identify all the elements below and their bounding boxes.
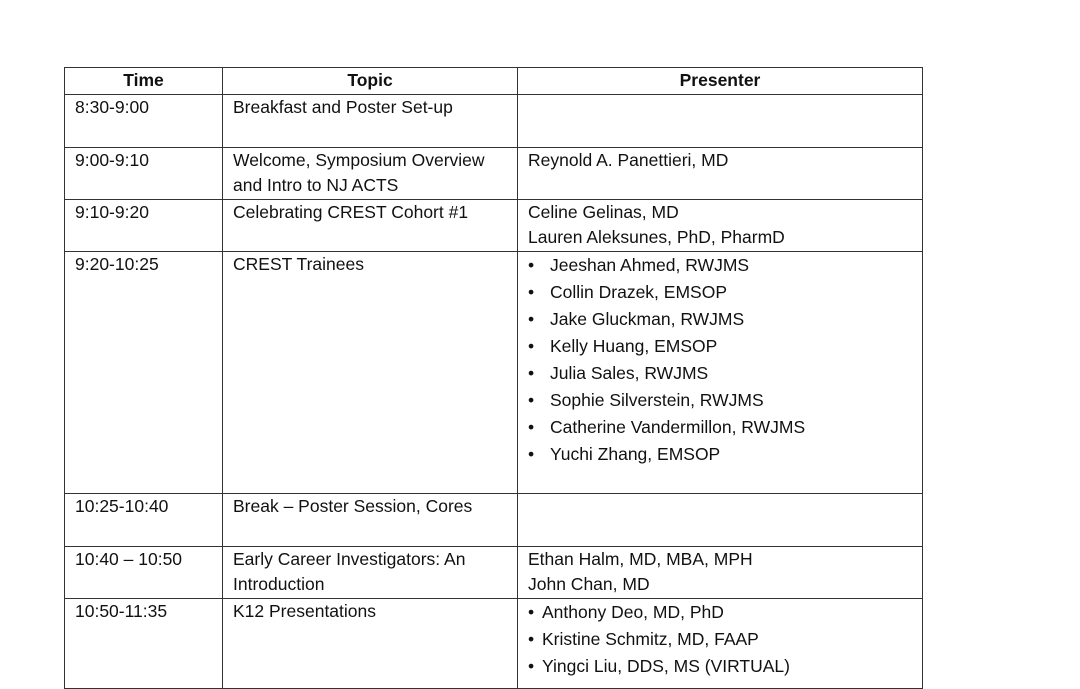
list-item: • Collin Drazek, EMSOP	[528, 279, 922, 306]
presenter-name: John Chan, MD	[528, 574, 650, 594]
time-cell: 10:50-11:35	[65, 599, 223, 689]
list-item: • Yingci Liu, DDS, MS (VIRTUAL)	[528, 653, 922, 680]
time-cell: 9:00-9:10	[65, 148, 223, 200]
list-item: • Jeeshan Ahmed, RWJMS	[528, 252, 922, 279]
presenter-name: Lauren Aleksunes, PhD, PharmD	[528, 227, 785, 247]
presenter-name: Ethan Halm, MD, MBA, MPH	[528, 549, 753, 569]
topic-cell: Breakfast and Poster Set-up	[223, 95, 518, 148]
table-header-row	[65, 68, 923, 95]
presenter-name: Reynold A. Panettieri, MD	[528, 150, 729, 170]
topic-cell: Break – Poster Session, Cores	[223, 494, 518, 547]
table-row	[65, 547, 923, 599]
presenter-cell	[518, 494, 923, 547]
topic-cell: CREST Trainees	[223, 252, 518, 494]
list-item: • Jake Gluckman, RWJMS	[528, 306, 922, 333]
agenda-table	[64, 67, 923, 689]
column-header-presenter: Presenter	[518, 68, 923, 95]
presenter-name: Celine Gelinas, MD	[528, 202, 679, 222]
presenter-cell	[518, 95, 923, 148]
presenter-cell	[518, 148, 923, 200]
time-cell: 9:10-9:20	[65, 200, 223, 252]
list-item: • Julia Sales, RWJMS	[528, 360, 922, 387]
trainee-list	[528, 252, 922, 468]
k12-presenter-list	[528, 599, 922, 680]
topic-cell: K12 Presentations	[223, 599, 518, 689]
list-item: • Catherine Vandermillon, RWJMS	[528, 414, 922, 441]
list-item: • Anthony Deo, MD, PhD	[528, 599, 922, 626]
time-cell: 8:30-9:00	[65, 95, 223, 148]
presenter-cell	[518, 252, 923, 494]
time-cell: 9:20-10:25	[65, 252, 223, 494]
topic-cell: Celebrating CREST Cohort #1	[223, 200, 518, 252]
list-item: • Kristine Schmitz, MD, FAAP	[528, 626, 922, 653]
table-row	[65, 148, 923, 200]
list-item: • Yuchi Zhang, EMSOP	[528, 441, 922, 468]
table-row	[65, 494, 923, 547]
presenter-cell	[518, 547, 923, 599]
table-row	[65, 599, 923, 689]
table-row	[65, 200, 923, 252]
topic-cell: Early Career Investigators: An Introduction	[223, 547, 518, 599]
table-row	[65, 252, 923, 494]
table-row	[65, 95, 923, 148]
column-header-time: Time	[65, 68, 223, 95]
column-header-topic: Topic	[223, 68, 518, 95]
list-item: • Kelly Huang, EMSOP	[528, 333, 922, 360]
time-cell: 10:25-10:40	[65, 494, 223, 547]
presenter-cell	[518, 599, 923, 689]
list-item: • Sophie Silverstein, RWJMS	[528, 387, 922, 414]
time-cell: 10:40 – 10:50	[65, 547, 223, 599]
presenter-cell	[518, 200, 923, 252]
topic-cell: Welcome, Symposium Overview and Intro to NJ ACTS	[223, 148, 518, 200]
